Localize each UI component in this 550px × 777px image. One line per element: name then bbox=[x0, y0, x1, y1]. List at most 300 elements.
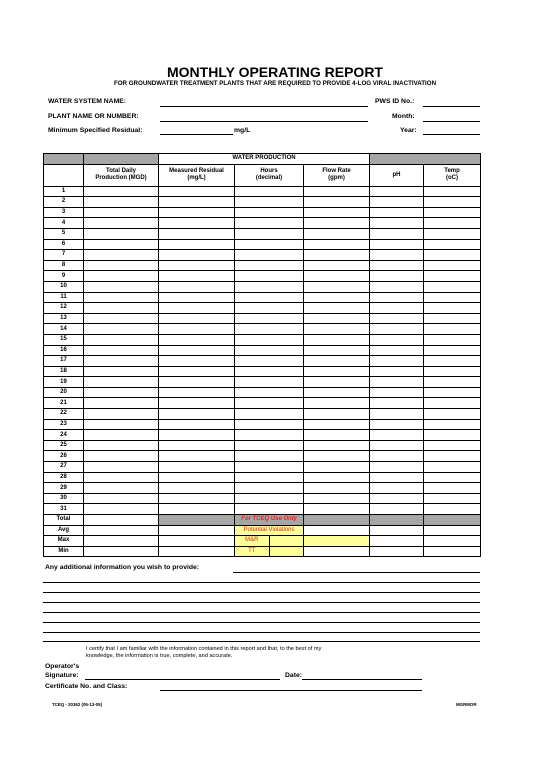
data-cell[interactable] bbox=[235, 260, 304, 271]
data-cell[interactable] bbox=[370, 207, 424, 218]
summary-cell bbox=[159, 515, 235, 526]
data-cell[interactable] bbox=[304, 356, 370, 367]
summary-cell[interactable] bbox=[424, 525, 481, 536]
additional-info-line[interactable] bbox=[43, 622, 480, 623]
table-row bbox=[44, 451, 481, 462]
data-cell[interactable] bbox=[304, 228, 370, 239]
data-cell[interactable] bbox=[159, 409, 235, 420]
month-field[interactable] bbox=[423, 121, 480, 122]
day-number: 15 bbox=[44, 334, 84, 345]
table-row bbox=[44, 239, 481, 250]
day-number: 6 bbox=[44, 239, 84, 250]
year-field[interactable] bbox=[423, 134, 480, 135]
date-field[interactable] bbox=[302, 679, 422, 680]
data-cell[interactable] bbox=[159, 292, 235, 303]
data-cell[interactable] bbox=[370, 250, 424, 261]
summary-cell[interactable] bbox=[304, 525, 370, 536]
potential-violations: Potential Violations bbox=[235, 525, 304, 536]
additional-info-line[interactable] bbox=[43, 582, 480, 583]
data-cell[interactable] bbox=[304, 292, 370, 303]
data-cell[interactable] bbox=[370, 451, 424, 462]
table-row bbox=[44, 303, 481, 314]
additional-info-label: Any additional information you wish to provide: bbox=[45, 564, 200, 571]
data-cell[interactable] bbox=[235, 430, 304, 441]
data-cell[interactable] bbox=[370, 504, 424, 515]
data-cell[interactable] bbox=[424, 281, 481, 292]
data-cell[interactable] bbox=[304, 430, 370, 441]
data-cell[interactable] bbox=[159, 228, 235, 239]
summary-row bbox=[44, 546, 481, 557]
data-cell[interactable] bbox=[84, 493, 159, 504]
data-cell[interactable] bbox=[235, 218, 304, 229]
summary-label: Total bbox=[44, 515, 84, 526]
data-cell[interactable] bbox=[84, 313, 159, 324]
data-cell[interactable] bbox=[424, 462, 481, 473]
table-row bbox=[44, 356, 481, 367]
data-cell[interactable] bbox=[370, 462, 424, 473]
data-cell[interactable] bbox=[159, 387, 235, 398]
data-cell[interactable] bbox=[235, 281, 304, 292]
min-residual-field[interactable] bbox=[160, 134, 233, 135]
data-cell[interactable] bbox=[370, 483, 424, 494]
table-row bbox=[44, 398, 481, 409]
data-cell[interactable] bbox=[370, 324, 424, 335]
data-cell[interactable] bbox=[304, 419, 370, 430]
day-number: 31 bbox=[44, 504, 84, 515]
data-cell[interactable] bbox=[424, 197, 481, 208]
plant-name-field[interactable] bbox=[160, 121, 368, 122]
summary-cell[interactable] bbox=[424, 546, 481, 557]
data-cell[interactable] bbox=[370, 313, 424, 324]
data-cell[interactable] bbox=[304, 281, 370, 292]
data-cell[interactable] bbox=[84, 239, 159, 250]
mr-value[interactable] bbox=[270, 536, 304, 546]
day-number: 11 bbox=[44, 292, 84, 303]
min-residual-unit: mg/L bbox=[234, 127, 251, 134]
data-cell[interactable] bbox=[304, 250, 370, 261]
data-cell[interactable] bbox=[424, 377, 481, 388]
data-cell[interactable] bbox=[424, 303, 481, 314]
data-cell[interactable] bbox=[84, 409, 159, 420]
additional-info-line[interactable] bbox=[43, 632, 480, 633]
data-cell[interactable] bbox=[370, 260, 424, 271]
data-cell[interactable] bbox=[84, 345, 159, 356]
data-cell[interactable] bbox=[424, 292, 481, 303]
signature-field[interactable] bbox=[85, 679, 280, 680]
data-cell[interactable] bbox=[424, 239, 481, 250]
group-header-row bbox=[44, 154, 481, 165]
certification-text-2: knowledge, the information is true, complete, and accurate. bbox=[86, 653, 233, 659]
data-cell[interactable] bbox=[424, 366, 481, 377]
data-cell[interactable] bbox=[235, 292, 304, 303]
day-number: 19 bbox=[44, 377, 84, 388]
data-cell[interactable] bbox=[304, 440, 370, 451]
summary-cell[interactable] bbox=[84, 546, 159, 557]
data-cell[interactable] bbox=[159, 207, 235, 218]
data-cell[interactable] bbox=[370, 493, 424, 504]
data-cell[interactable] bbox=[84, 504, 159, 515]
data-cell[interactable] bbox=[424, 356, 481, 367]
data-cell[interactable] bbox=[370, 228, 424, 239]
data-cell[interactable] bbox=[159, 451, 235, 462]
data-cell[interactable] bbox=[304, 377, 370, 388]
data-cell[interactable] bbox=[159, 197, 235, 208]
data-cell[interactable] bbox=[235, 483, 304, 494]
table-row bbox=[44, 313, 481, 324]
additional-info-line[interactable] bbox=[43, 592, 480, 593]
data-cell[interactable] bbox=[304, 366, 370, 377]
data-cell[interactable] bbox=[159, 186, 235, 197]
data-cell[interactable] bbox=[370, 239, 424, 250]
data-cell[interactable] bbox=[424, 451, 481, 462]
data-cell[interactable] bbox=[304, 398, 370, 409]
table-row bbox=[44, 260, 481, 271]
data-cell[interactable] bbox=[304, 239, 370, 250]
column-header-row bbox=[44, 164, 481, 186]
data-cell[interactable] bbox=[304, 409, 370, 420]
table-row bbox=[44, 228, 481, 239]
data-cell[interactable] bbox=[84, 334, 159, 345]
data-cell[interactable] bbox=[159, 303, 235, 314]
data-cell[interactable] bbox=[370, 409, 424, 420]
tt-cell bbox=[235, 546, 304, 557]
plant-name-label: PLANT NAME OR NUMBER: bbox=[48, 113, 139, 120]
data-cell[interactable] bbox=[159, 271, 235, 282]
data-cell[interactable] bbox=[424, 228, 481, 239]
data-cell[interactable] bbox=[304, 271, 370, 282]
data-cell[interactable] bbox=[235, 324, 304, 335]
data-cell[interactable] bbox=[424, 483, 481, 494]
data-cell[interactable] bbox=[159, 462, 235, 473]
data-cell[interactable] bbox=[84, 377, 159, 388]
data-cell[interactable] bbox=[424, 409, 481, 420]
data-cell[interactable] bbox=[159, 281, 235, 292]
min-residual-label: Minimum Specified Residual: bbox=[48, 127, 143, 134]
summary-cell[interactable] bbox=[159, 546, 235, 557]
table-row bbox=[44, 366, 481, 377]
day-number: 17 bbox=[44, 356, 84, 367]
day-number: 22 bbox=[44, 409, 84, 420]
data-cell[interactable] bbox=[84, 197, 159, 208]
data-cell[interactable] bbox=[159, 345, 235, 356]
data-cell[interactable] bbox=[235, 228, 304, 239]
data-cell[interactable] bbox=[84, 483, 159, 494]
data-cell[interactable] bbox=[84, 387, 159, 398]
data-cell[interactable] bbox=[304, 451, 370, 462]
summary-cell[interactable] bbox=[370, 525, 424, 536]
data-cell[interactable] bbox=[84, 398, 159, 409]
data-cell[interactable] bbox=[235, 271, 304, 282]
data-cell[interactable] bbox=[84, 260, 159, 271]
data-cell[interactable] bbox=[84, 472, 159, 483]
data-cell[interactable] bbox=[424, 324, 481, 335]
data-cell[interactable] bbox=[159, 260, 235, 271]
column-header bbox=[44, 164, 84, 186]
year-label: Year: bbox=[400, 127, 417, 134]
data-cell[interactable] bbox=[84, 186, 159, 197]
data-cell[interactable] bbox=[370, 186, 424, 197]
data-cell[interactable] bbox=[370, 377, 424, 388]
data-cell[interactable] bbox=[159, 324, 235, 335]
data-cell[interactable] bbox=[304, 504, 370, 515]
table-row bbox=[44, 207, 481, 218]
data-cell[interactable] bbox=[235, 493, 304, 504]
data-cell[interactable] bbox=[84, 281, 159, 292]
data-cell[interactable] bbox=[159, 398, 235, 409]
data-cell[interactable] bbox=[370, 398, 424, 409]
summary-cell[interactable] bbox=[84, 525, 159, 536]
day-number: 23 bbox=[44, 419, 84, 430]
data-cell[interactable] bbox=[84, 324, 159, 335]
data-cell[interactable] bbox=[370, 334, 424, 345]
mr-tt-cell bbox=[235, 536, 304, 547]
column-header: Hours (decimal) bbox=[235, 164, 304, 186]
summary-cell[interactable] bbox=[304, 546, 370, 557]
water-system-name-field[interactable] bbox=[160, 106, 368, 107]
data-cell[interactable] bbox=[304, 313, 370, 324]
data-cell[interactable] bbox=[159, 504, 235, 515]
table-row bbox=[44, 250, 481, 261]
data-cell[interactable] bbox=[424, 260, 481, 271]
data-cell[interactable] bbox=[159, 419, 235, 430]
water-system-name-label: WATER SYSTEM NAME: bbox=[48, 98, 127, 105]
table-row bbox=[44, 186, 481, 197]
mr-label: M&R bbox=[235, 536, 270, 546]
water-production-header: WATER PRODUCTION bbox=[159, 154, 370, 165]
data-cell[interactable] bbox=[370, 387, 424, 398]
data-cell[interactable] bbox=[424, 334, 481, 345]
data-cell[interactable] bbox=[159, 239, 235, 250]
data-cell[interactable] bbox=[370, 430, 424, 441]
page-subtitle: FOR GROUNDWATER TREATMENT PLANTS THAT ARE REQUIRED TO PROVIDE 4-LOG VIRAL INACTIVATION bbox=[113, 80, 437, 87]
data-cell[interactable] bbox=[424, 430, 481, 441]
table-row bbox=[44, 387, 481, 398]
signature-label: Signature: bbox=[45, 672, 79, 679]
data-cell[interactable] bbox=[370, 356, 424, 367]
data-cell[interactable] bbox=[159, 250, 235, 261]
data-cell[interactable] bbox=[84, 303, 159, 314]
data-cell[interactable] bbox=[159, 334, 235, 345]
data-cell[interactable] bbox=[304, 483, 370, 494]
data-cell[interactable] bbox=[370, 472, 424, 483]
data-cell[interactable] bbox=[159, 356, 235, 367]
data-cell[interactable] bbox=[235, 313, 304, 324]
table-row bbox=[44, 493, 481, 504]
column-header: Flow Rate (gpm) bbox=[304, 164, 370, 186]
additional-info-line[interactable] bbox=[43, 602, 480, 603]
data-cell[interactable] bbox=[370, 440, 424, 451]
data-cell[interactable] bbox=[235, 409, 304, 420]
certificate-field[interactable] bbox=[160, 690, 422, 691]
summary-cell[interactable] bbox=[424, 536, 481, 547]
pws-id-field[interactable] bbox=[423, 106, 480, 107]
summary-cell[interactable] bbox=[84, 536, 159, 547]
table-row bbox=[44, 292, 481, 303]
data-cell[interactable] bbox=[235, 462, 304, 473]
data-cell[interactable] bbox=[424, 387, 481, 398]
data-cell[interactable] bbox=[424, 398, 481, 409]
data-cell[interactable] bbox=[159, 483, 235, 494]
summary-label: Max bbox=[44, 536, 84, 547]
data-cell[interactable] bbox=[370, 292, 424, 303]
data-cell[interactable] bbox=[424, 250, 481, 261]
summary-cell bbox=[370, 515, 424, 526]
data-cell[interactable] bbox=[370, 303, 424, 314]
data-cell[interactable] bbox=[304, 218, 370, 229]
data-cell[interactable] bbox=[235, 440, 304, 451]
column-header: Total Daily Production (MGD) bbox=[84, 164, 159, 186]
day-number: 9 bbox=[44, 271, 84, 282]
table-row bbox=[44, 440, 481, 451]
certificate-label: Certificate No. and Class: bbox=[45, 683, 128, 690]
data-cell[interactable] bbox=[159, 366, 235, 377]
additional-info-line[interactable] bbox=[233, 572, 480, 573]
additional-info-line[interactable] bbox=[43, 612, 480, 613]
data-cell[interactable] bbox=[159, 440, 235, 451]
data-cell[interactable] bbox=[235, 419, 304, 430]
data-cell[interactable] bbox=[235, 334, 304, 345]
data-cell[interactable] bbox=[84, 218, 159, 229]
data-cell[interactable] bbox=[159, 377, 235, 388]
day-number: 3 bbox=[44, 207, 84, 218]
data-cell[interactable] bbox=[370, 281, 424, 292]
data-cell[interactable] bbox=[84, 207, 159, 218]
summary-cell[interactable] bbox=[370, 546, 424, 557]
data-cell[interactable] bbox=[235, 250, 304, 261]
data-cell[interactable] bbox=[424, 271, 481, 282]
data-cell[interactable] bbox=[304, 472, 370, 483]
month-label: Month: bbox=[392, 113, 415, 120]
day-number: 26 bbox=[44, 451, 84, 462]
summary-cell[interactable] bbox=[370, 536, 424, 547]
data-cell[interactable] bbox=[159, 313, 235, 324]
data-cell[interactable] bbox=[235, 504, 304, 515]
summary-cell[interactable] bbox=[159, 525, 235, 536]
data-cell[interactable] bbox=[424, 186, 481, 197]
data-cell[interactable] bbox=[159, 472, 235, 483]
data-cell[interactable] bbox=[235, 377, 304, 388]
data-cell[interactable] bbox=[159, 218, 235, 229]
data-cell[interactable] bbox=[235, 303, 304, 314]
data-cell[interactable] bbox=[370, 366, 424, 377]
data-cell[interactable] bbox=[84, 228, 159, 239]
data-cell[interactable] bbox=[84, 271, 159, 282]
data-cell[interactable] bbox=[370, 197, 424, 208]
data-cell[interactable] bbox=[304, 260, 370, 271]
data-cell[interactable] bbox=[159, 493, 235, 504]
day-number: 12 bbox=[44, 303, 84, 314]
data-cell[interactable] bbox=[304, 387, 370, 398]
data-cell[interactable] bbox=[304, 197, 370, 208]
day-number: 29 bbox=[44, 483, 84, 494]
data-cell[interactable] bbox=[304, 324, 370, 335]
table-row bbox=[44, 483, 481, 494]
data-cell[interactable] bbox=[84, 451, 159, 462]
day-number: 8 bbox=[44, 260, 84, 271]
data-cell[interactable] bbox=[235, 356, 304, 367]
day-number: 1 bbox=[44, 186, 84, 197]
data-cell[interactable] bbox=[84, 292, 159, 303]
day-number: 20 bbox=[44, 387, 84, 398]
data-cell[interactable] bbox=[84, 366, 159, 377]
data-cell[interactable] bbox=[235, 472, 304, 483]
summary-cell bbox=[304, 515, 370, 526]
data-cell[interactable] bbox=[235, 345, 304, 356]
summary-cell[interactable] bbox=[159, 536, 235, 547]
data-cell[interactable] bbox=[235, 398, 304, 409]
data-cell[interactable] bbox=[424, 345, 481, 356]
table-row bbox=[44, 377, 481, 388]
data-cell[interactable] bbox=[84, 430, 159, 441]
data-cell[interactable] bbox=[304, 345, 370, 356]
day-number: 27 bbox=[44, 462, 84, 473]
data-cell[interactable] bbox=[304, 207, 370, 218]
data-cell[interactable] bbox=[370, 271, 424, 282]
data-cell[interactable] bbox=[304, 186, 370, 197]
data-cell[interactable] bbox=[235, 186, 304, 197]
data-cell[interactable] bbox=[235, 387, 304, 398]
data-cell[interactable] bbox=[235, 197, 304, 208]
data-cell[interactable] bbox=[235, 207, 304, 218]
table-row bbox=[44, 324, 481, 335]
data-cell[interactable] bbox=[424, 440, 481, 451]
additional-info-line[interactable] bbox=[43, 641, 480, 642]
tt-label: TT bbox=[235, 547, 270, 557]
data-cell[interactable] bbox=[84, 462, 159, 473]
data-cell[interactable] bbox=[424, 493, 481, 504]
certification-text-1: I certify that I am familiar with the information contained in this report and that, to the best of my bbox=[86, 646, 322, 652]
data-cell[interactable] bbox=[304, 462, 370, 473]
data-cell[interactable] bbox=[84, 356, 159, 367]
data-cell[interactable] bbox=[159, 430, 235, 441]
day-number: 13 bbox=[44, 313, 84, 324]
day-number: 18 bbox=[44, 366, 84, 377]
data-cell[interactable] bbox=[424, 218, 481, 229]
summary-cell bbox=[424, 515, 481, 526]
data-cell[interactable] bbox=[235, 239, 304, 250]
summary-cell[interactable] bbox=[304, 536, 370, 547]
tt-value[interactable] bbox=[270, 547, 304, 557]
data-cell[interactable] bbox=[304, 303, 370, 314]
data-cell[interactable] bbox=[370, 218, 424, 229]
data-cell[interactable] bbox=[424, 472, 481, 483]
day-number: 10 bbox=[44, 281, 84, 292]
column-header: Temp (oC) bbox=[424, 164, 481, 186]
data-cell[interactable] bbox=[235, 451, 304, 462]
data-cell[interactable] bbox=[424, 313, 481, 324]
data-cell[interactable] bbox=[84, 419, 159, 430]
summary-cell[interactable] bbox=[84, 515, 159, 526]
data-cell[interactable] bbox=[424, 419, 481, 430]
table-row bbox=[44, 419, 481, 430]
data-cell[interactable] bbox=[370, 345, 424, 356]
data-cell[interactable] bbox=[235, 366, 304, 377]
data-cell[interactable] bbox=[84, 250, 159, 261]
page-title: MONTHLY OPERATING REPORT bbox=[167, 64, 383, 80]
table-row bbox=[44, 430, 481, 441]
data-cell[interactable] bbox=[84, 440, 159, 451]
data-cell[interactable] bbox=[370, 419, 424, 430]
data-cell[interactable] bbox=[424, 504, 481, 515]
table-row bbox=[44, 472, 481, 483]
form-code: MGRMOR bbox=[456, 702, 477, 707]
table-row bbox=[44, 281, 481, 292]
summary-row bbox=[44, 525, 481, 536]
day-number: 24 bbox=[44, 430, 84, 441]
data-cell[interactable] bbox=[424, 207, 481, 218]
data-cell[interactable] bbox=[304, 493, 370, 504]
data-cell[interactable] bbox=[304, 334, 370, 345]
